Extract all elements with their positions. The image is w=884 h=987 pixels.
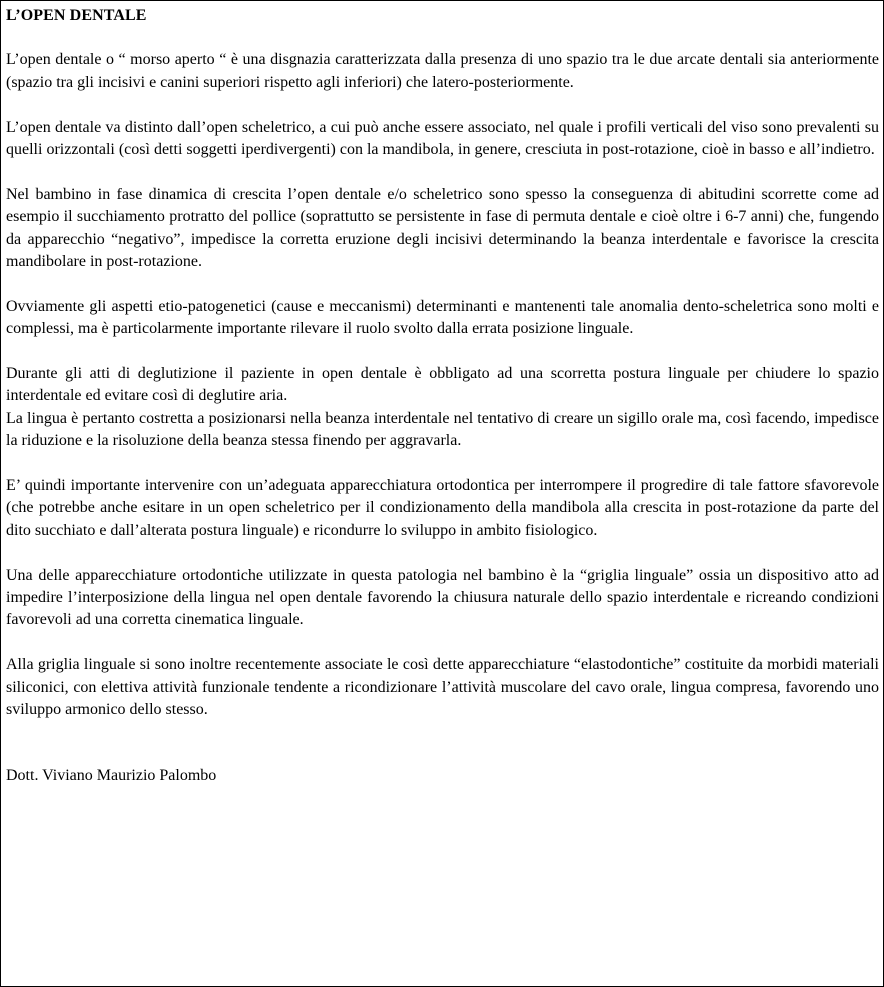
paragraph-etiopathogenesis: Ovviamente gli aspetti etio-patogenetici (cause e meccanismi) determinanti e mantenenti tale anomalia dento-scheletrica sono molti e complessi, ma è particolarmente importante rilevare il ruolo svolto dalla errata posizione linguale. (6, 297, 879, 338)
paragraph-deglutition: Durante gli atti di deglutizione il paziente in open dentale è obbligato ad una scorretta postura linguale per chiudere lo spazio interdentale ed evitare così di deglutire aria. (6, 365, 879, 405)
paragraph-lingual-grid: Una delle apparecchiature ortodontiche utilizzate in questa patologia nel bambino è la “griglia linguale” ossia un dispositivo atto ad impedire l’interposizione della lingua nel open dentale favorendo la chiusura naturale dello spazio interdentale e ricreando condizioni favorevoli ad una corretta cinematica linguale. (6, 566, 879, 629)
paragraph-intervention: E’ quindi importante intervenire con un’adeguata apparecchiatura ortodontica per interrompere il progredire di tale fattore sfavorevole (che potrebbe anche esitare in un open scheletrico per il condizionamento della mandibola alla crescita in post-rotazione da parte del dito succhiato e dall’alterata postura linguale) e ricondurre lo sviluppo in ambito fisiologico. (6, 477, 879, 539)
paragraph-skeletal-distinction: L’open dentale va distinto dall’open scheletrico, a cui può anche essere associato, nel quale i profili verticali del viso sono prevalenti su quelli orizzontali (così detti soggetti iperdivergenti) con la mandibola, in genere, cresciuta in post-rotazione, cioè in basso e all’indietro. (6, 118, 879, 159)
document-title: L’OPEN DENTALE (6, 7, 147, 24)
author-signature: Dott. Viviano Maurizio Palombo (6, 767, 217, 785)
document-body (6, 5, 879, 788)
paragraph-definition: L’open dentale o “ morso aperto “ è una disgnazia caratterizzata dalla presenza di uno spazio tra le due arcate dentali sia anteriormente (spazio tra gli incisivi e canini superiori rispetto agli inferiori) che latero-posteriormente. (6, 51, 879, 91)
paragraph-elastodontic: Alla griglia linguale si sono inoltre recentemente associate le così dette apparecchiature “elastodontiche” costituite da morbidi materiali siliconici, con elettiva attività funzionale tendente a ricondizionare l’attività muscolare del cavo orale, lingua compresa, favorendo uno sviluppo armonico dello stesso. (6, 656, 879, 719)
paragraph-habits: Nel bambino in fase dinamica di crescita l’open dentale e/o scheletrico sono spesso la conseguenza di abitudini scorrette come ad esempio il succhiamento protratto del pollice (soprattutto se persistente in fase di permuta dentale e cioè oltre i 6-7 anni) che, fungendo da apparecchio “negativo”, impedisce la corretta eruzione degli incisivi determinando la beanza interdentale e favorisce la crescita mandibolare in post-rotazione. (6, 185, 879, 271)
paragraph-tongue-position: La lingua è pertanto costretta a posizionarsi nella beanza interdentale nel tentativo di creare un sigillo orale ma, così facendo, impedisce la riduzione e la risoluzione della beanza stessa finendo per aggravarla. (6, 409, 879, 450)
